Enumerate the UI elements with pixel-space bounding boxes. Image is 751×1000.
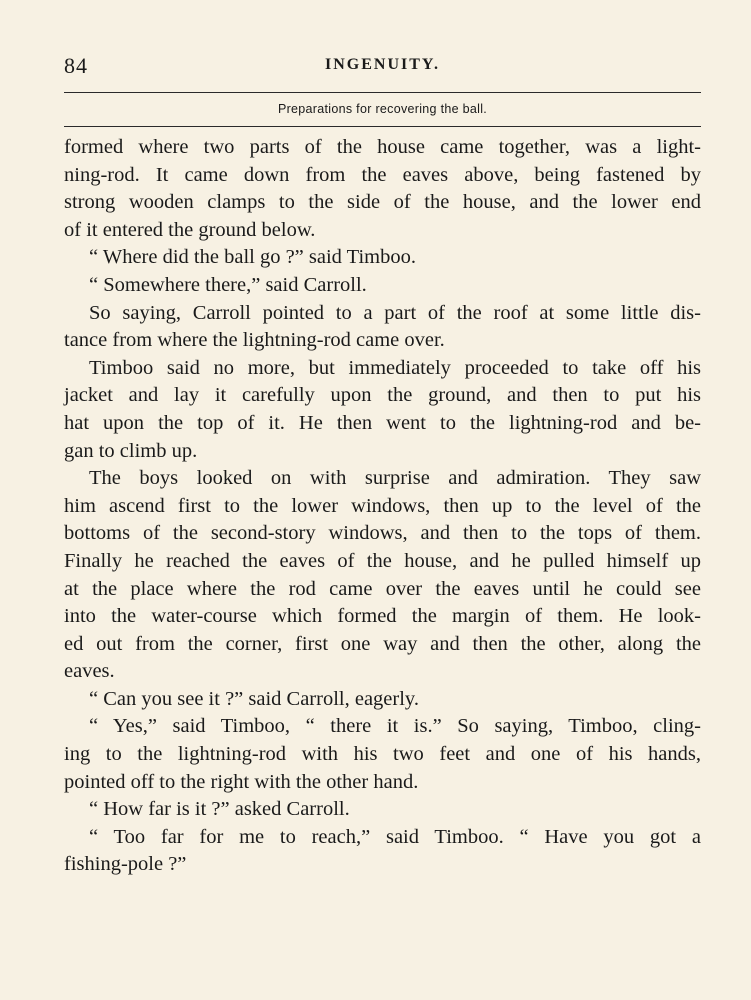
page-number: 84 — [64, 53, 88, 78]
text-line: Timboo said no more, but immediately proceeded to take off his — [89, 356, 701, 379]
text-line: into the water-course which formed the margin of them. He look- — [64, 605, 701, 628]
text-line: So saying, Carroll pointed to a part of the roof at some little dis- — [89, 301, 701, 324]
text-line: “ Somewhere there,” said Carroll. — [89, 273, 367, 296]
text-line: him ascend first to the lower windows, then up to the level of the — [64, 494, 701, 517]
text-line: bottoms of the second-story windows, and then to the tops of them. — [64, 522, 701, 545]
text-line: at the place where the rod came over the eaves until he could see — [64, 577, 701, 600]
body-text — [64, 134, 701, 879]
text-line: gan to climb up. — [64, 439, 198, 462]
text-line: ning-rod. It came down from the eaves above, being fastened by — [64, 163, 701, 186]
text-line: tance from where the lightning-rod came over. — [64, 329, 445, 352]
text-line: “ Too far for me to reach,” said Timboo. “ Have you got a — [89, 825, 701, 848]
text-line: ed out from the corner, first one way and then the other, along the — [64, 632, 701, 655]
text-line: “ How far is it ?” asked Carroll. — [89, 798, 350, 821]
text-line: The boys looked on with surprise and admiration. They saw — [89, 467, 701, 490]
text-line: Finally he reached the eaves of the house, and he pulled himself up — [64, 549, 701, 572]
text-line: “ Can you see it ?” said Carroll, eagerly. — [89, 687, 419, 710]
text-line: ing to the lightning-rod with his two feet and one of his hands, — [64, 743, 701, 766]
text-line: pointed off to the right with the other hand. — [64, 770, 419, 793]
running-title: INGENUITY. — [325, 56, 440, 73]
text-line: jacket and lay it carefully upon the ground, and then to put his — [64, 384, 701, 407]
header-rule-bottom — [64, 126, 701, 127]
text-line: formed where two parts of the house came together, was a light- — [64, 136, 701, 158]
text-line: eaves. — [64, 660, 115, 683]
text-line: of it entered the ground below. — [64, 218, 316, 241]
text-line: “ Where did the ball go ?” said Timboo. — [89, 246, 416, 269]
running-head — [64, 53, 701, 81]
text-line: strong wooden clamps to the side of the house, and the lower end — [64, 191, 701, 214]
text-line: “ Yes,” said Timboo, “ there it is.” So saying, Timboo, cling- — [89, 715, 701, 738]
chapter-caption: Preparations for recovering the ball. — [277, 102, 488, 116]
header-rule-top — [64, 92, 701, 93]
text-line: fishing-pole ?” — [64, 853, 187, 876]
text-line: hat upon the top of it. He then went to the lightning-rod and be- — [64, 411, 701, 434]
